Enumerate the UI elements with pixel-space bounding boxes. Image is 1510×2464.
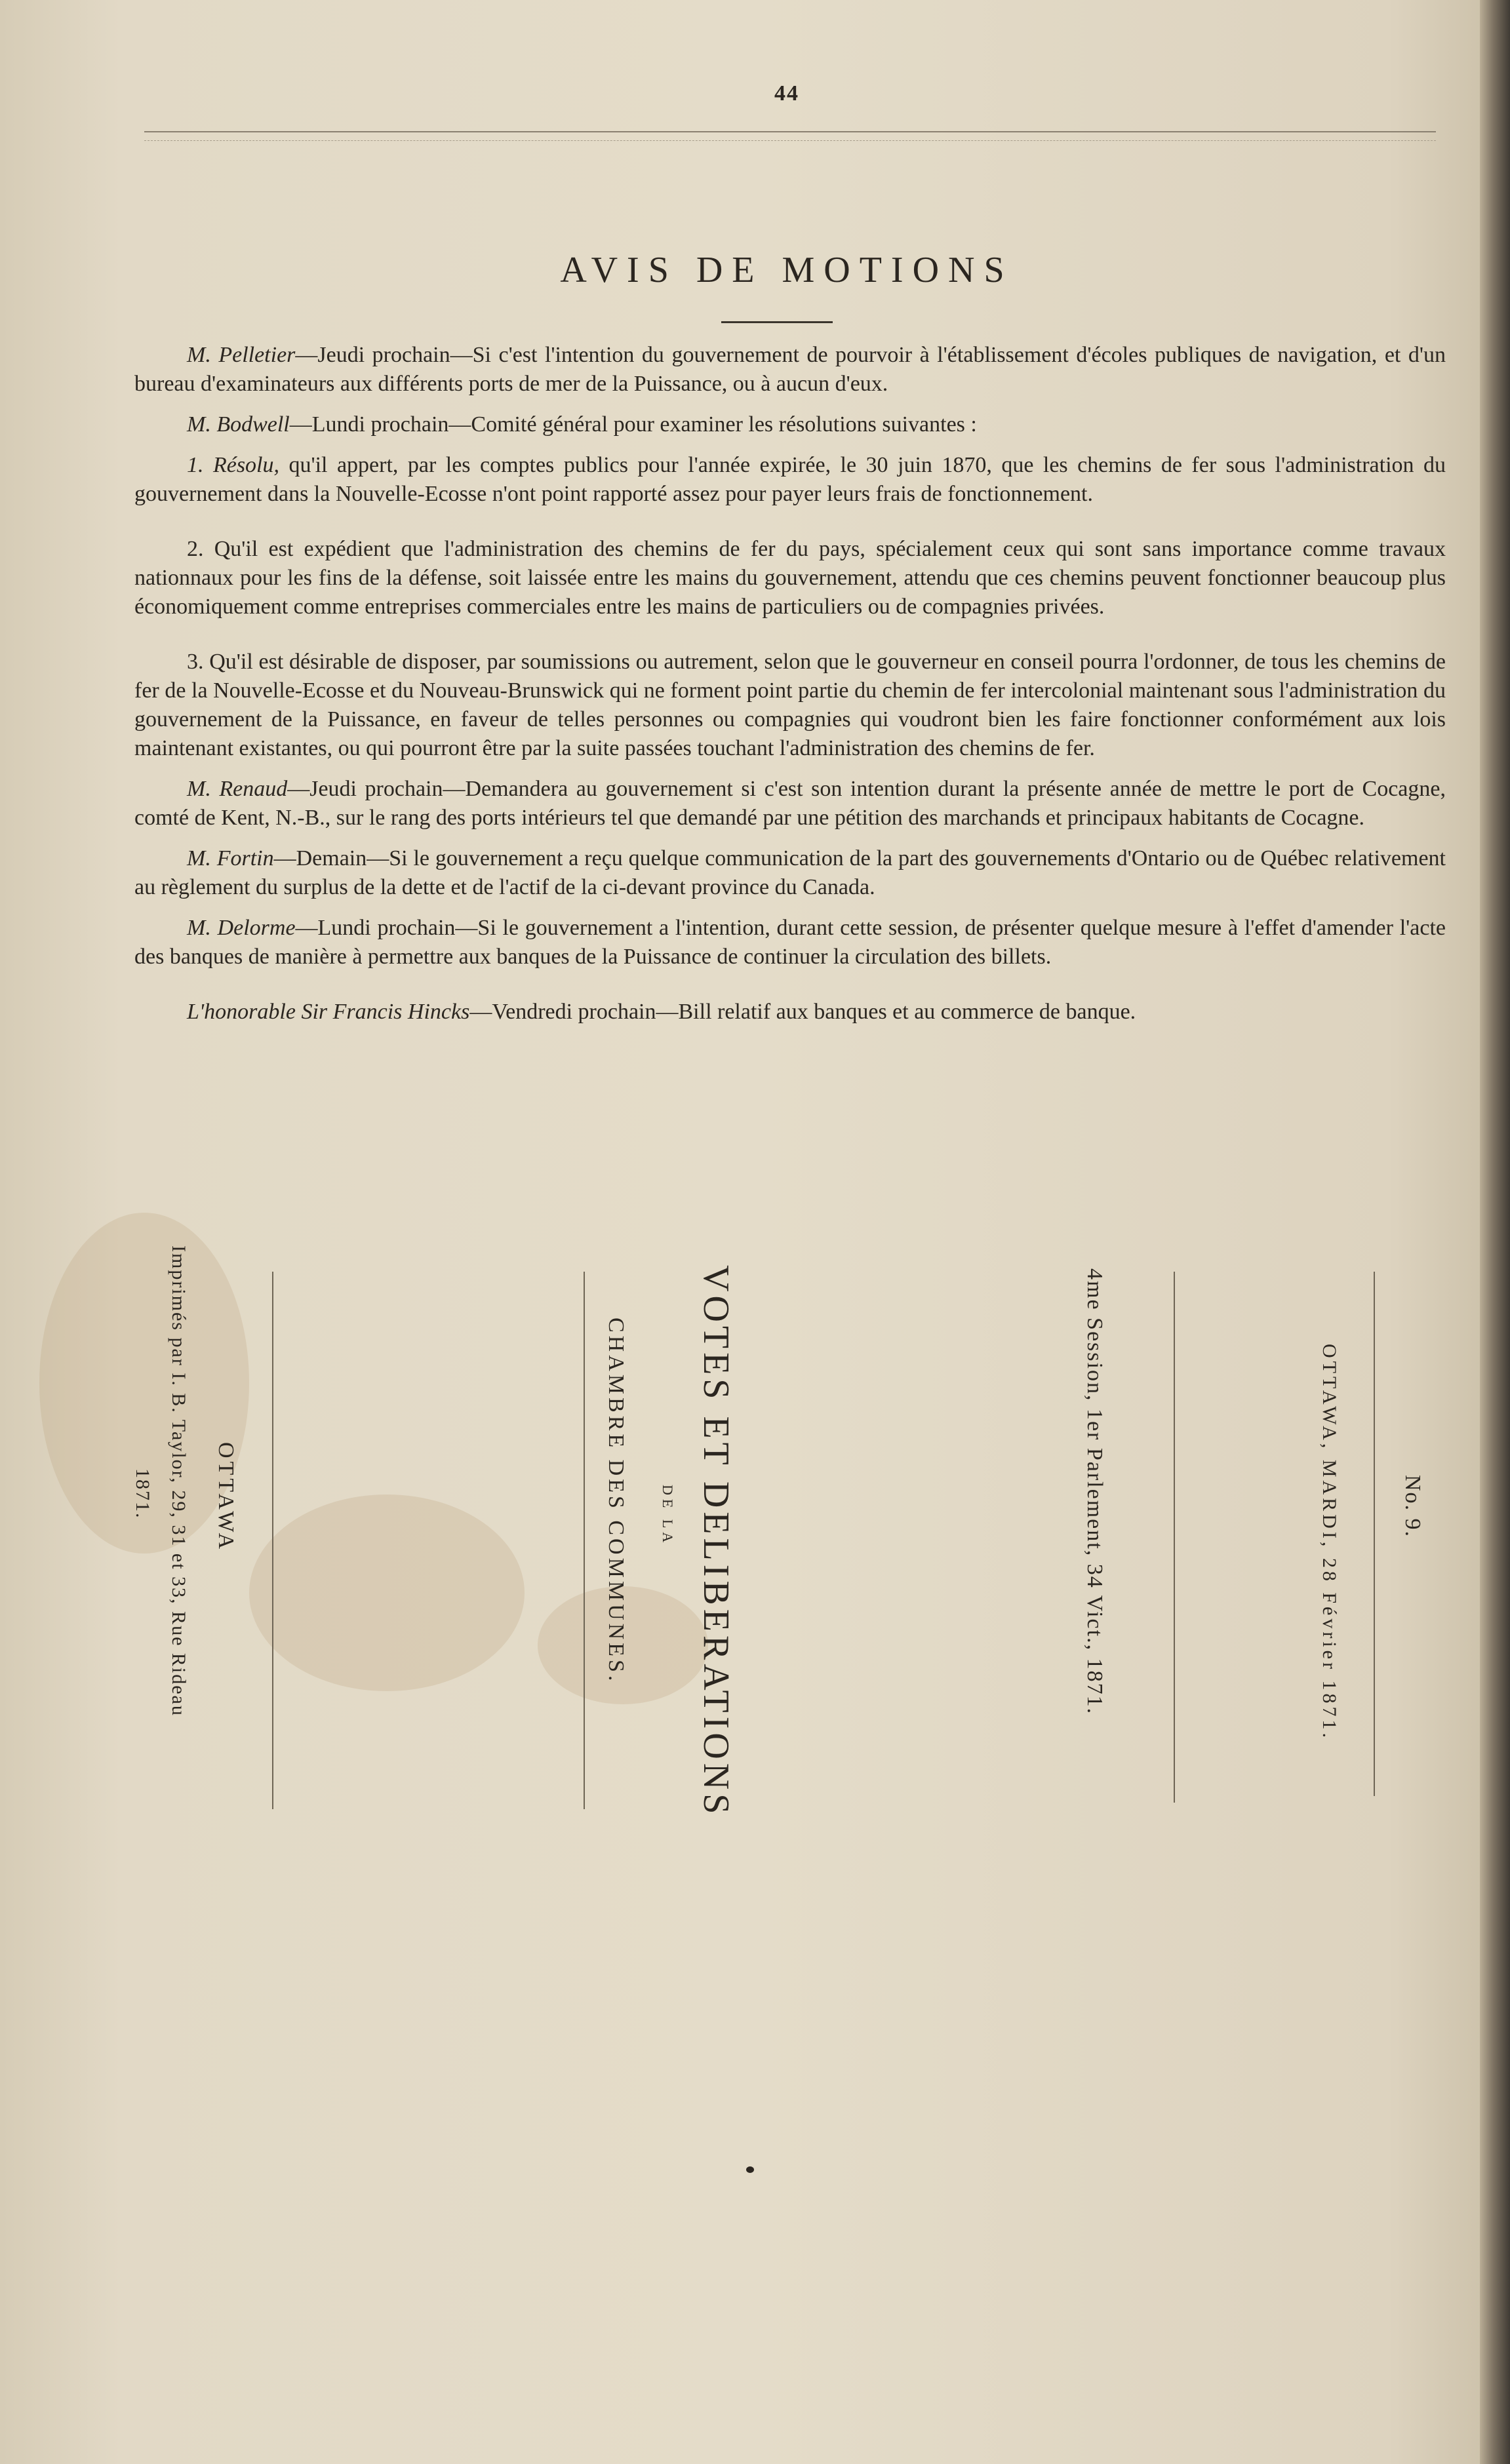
masthead-rule	[1174, 1272, 1175, 1803]
book-spine-shadow	[1480, 0, 1510, 2464]
masthead-rule	[1374, 1272, 1375, 1796]
motion-item	[134, 341, 1446, 399]
motion-item	[134, 775, 1446, 832]
paper-stain	[249, 1495, 525, 1691]
motion-mover: M. Bodwell	[187, 412, 290, 437]
section-title: AVIS DE MOTIONS	[560, 250, 1014, 290]
resolution-label: 1. Résolu,	[187, 453, 280, 477]
motion-item	[134, 844, 1446, 902]
masthead-session: 4me Session, 1er Parlement, 34 Vict., 1871.	[1083, 1268, 1107, 1715]
masthead-printer: Imprimés par I. B. Taylor, 29, 31 et 33, Rue Rideau	[168, 1245, 189, 1717]
masthead-date: OTTAWA, MARDI, 28 Février 1871.	[1319, 1344, 1340, 1741]
motion-item	[134, 410, 1446, 439]
masthead-rule	[272, 1272, 273, 1809]
motions-list	[134, 341, 1446, 1027]
motion-item	[134, 998, 1446, 1027]
resolution-text: qu'il appert, par les comptes publics pour l'année expirée, le 30 juin 1870, que les chemins de fer sous l'administration du gouvernement dans la Nouvelle-Ecosse n'ont point rapporté assez pour payer leurs frais de fonctionnement.	[134, 453, 1446, 506]
title-rule	[721, 321, 833, 323]
motion-mover: L'honorable Sir Francis Hincks	[187, 1000, 470, 1024]
resolution-text: 3. Qu'il est désirable de disposer, par soumissions ou autrement, selon que le gouverneur en conseil pourra l'ordonner, de tous les chemins de fer de la Nouvelle-Ecosse et du Nouveau-Brunswick qui ne forment point partie du chemin de fer intercolonial maintenant sous l'administration du gouvernement de la Puissance, en faveur de telles personnes ou compagnies qui voudront bien les faire fonctionner conformément aux lois maintenant existantes, ou qui pourront être par la suite passées touchant l'administration des chemins de fer.	[134, 650, 1446, 760]
masthead-rule	[584, 1272, 585, 1809]
motion-text: —Jeudi prochain—Demandera au gouvernement si c'est son intention durant la présente année de mettre le port de Cocagne, comté de Kent, N.-B., sur le rang des ports intérieurs tel que demandé par une pétition des marchands et principaux habitants de Cocagne.	[134, 777, 1446, 830]
header-rule	[144, 131, 1436, 132]
motion-mover: M. Pelletier	[187, 343, 296, 367]
motion-item	[134, 914, 1446, 971]
motion-text: —Lundi prochain—Si le gouvernement a l'intention, durant cette session, de présenter quelque mesure à l'effet d'amender l'acte des banques de manière à permettre aux banques de la Puissance de continuer la circulation des billets.	[134, 916, 1446, 969]
page-number: 44	[774, 81, 799, 106]
motion-mover: M. Fortin	[187, 846, 274, 870]
motion-text: —Lundi prochain—Comité général pour examiner les résolutions suivantes :	[289, 412, 977, 437]
resolution-text: 2. Qu'il est expédient que l'administration des chemins de fer du pays, spécialement ceux qui sont sans importance comme travaux nationnaux pour les fins de la défense, soit laissée entre les mains du gouvernement, attendu que ces chemins peuvent fonctionner beaucoup plus économiquement comme entreprises commerciales entre les mains de particuliers ou de compagnies privées.	[134, 537, 1446, 619]
header-rule-dashed	[144, 140, 1436, 141]
resolution-item	[134, 451, 1446, 509]
motion-mover: M. Renaud	[187, 777, 288, 801]
masthead-city: OTTAWA	[214, 1442, 238, 1553]
resolution-item	[134, 535, 1446, 621]
motion-text: —Vendredi prochain—Bill relatif aux banques et au commerce de banque.	[469, 1000, 1136, 1024]
masthead-title: VOTES ET DELIBERATIONS	[696, 1265, 736, 1818]
ink-dot	[746, 2166, 754, 2173]
motion-text: —Demain—Si le gouvernement a reçu quelque communication de la part des gouvernements d'Ontario ou de Québec relativement au règlement du surplus de la dette et de l'actif de la ci-devant province du Canada.	[134, 846, 1446, 899]
masthead-year: 1871.	[132, 1468, 153, 1519]
motion-text: —Jeudi prochain—Si c'est l'intention du gouvernement de pourvoir à l'établissement d'écoles publiques de navigation, et d'un bureau d'examinateurs aux différents ports de mer de la Puissance, ou à aucun d'eux.	[134, 343, 1446, 396]
motion-mover: M. Delorme	[187, 916, 296, 940]
masthead-de-la: DE LA	[660, 1485, 676, 1547]
masthead-chamber: CHAMBRE DES COMMUNES.	[604, 1318, 628, 1685]
masthead-number: No. 9.	[1401, 1475, 1425, 1538]
resolution-item	[134, 648, 1446, 763]
